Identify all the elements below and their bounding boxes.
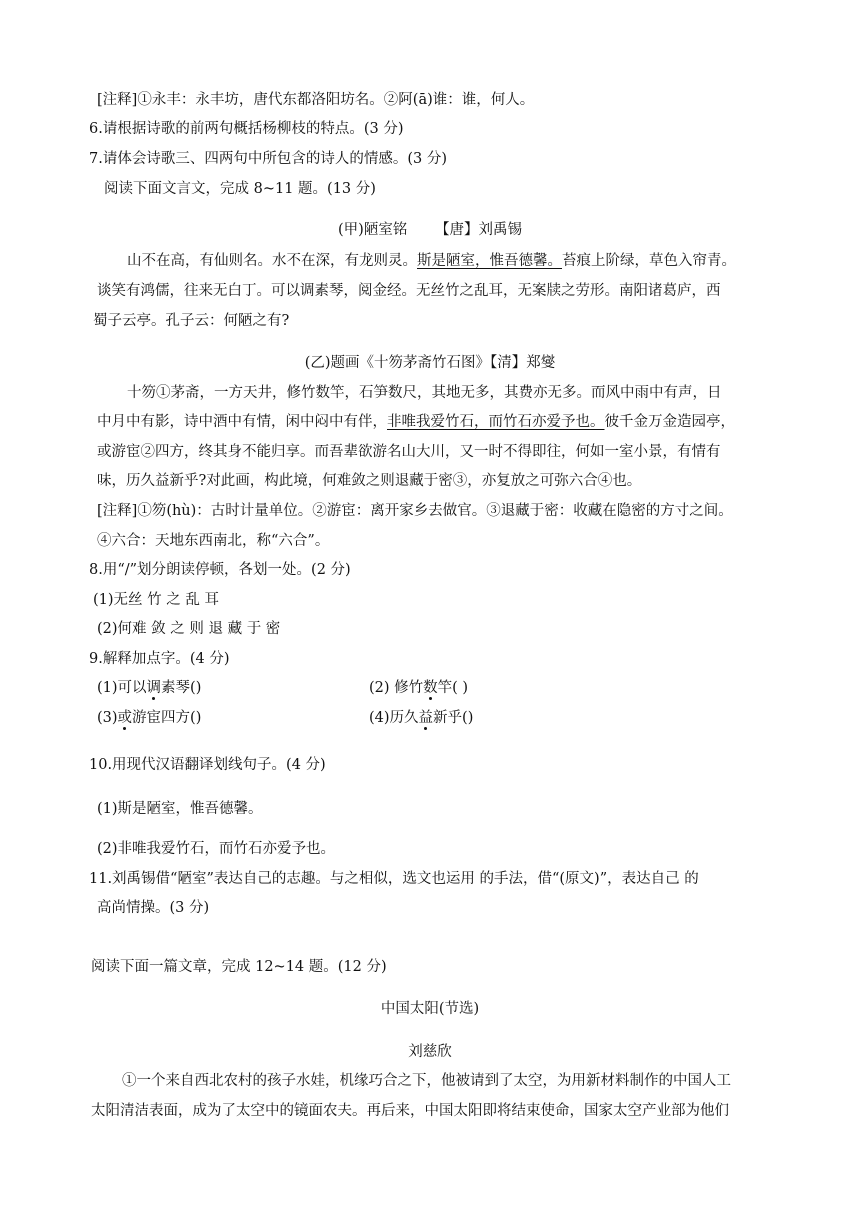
question-10: 10.用现代汉语翻译划线句子。(4 分): [89, 757, 326, 773]
yi-title: (乙)题画《十笏茅斋竹石图》: [304, 355, 491, 371]
question-10-item-2: (2)非唯我爱竹石，而竹石亦爱予也。: [97, 841, 336, 857]
yi-text-segment: 中月中有影，诗中酒中有情，闲中闷中有伴，: [97, 414, 387, 430]
q9-item-text: (3): [97, 710, 118, 726]
jia-underlined-sentence: 斯是陋室，惟吾德馨。: [417, 253, 562, 269]
modern-reading-intro: 阅读下面一篇文章，完成 12~14 题。(12 分): [91, 959, 387, 975]
yi-annotation-1: [注释]①笏(hù)：古时计量单位。②游宦：离开家乡去做官。③退藏于密：收藏在隐密的方寸之间。: [97, 503, 733, 519]
q9-item-text: (1)可以: [97, 680, 147, 696]
question-8: 8.用“/”划分朗读停顿，各划一处。(2 分): [89, 562, 351, 578]
question-11-line-2: 高尚情操。(3 分): [97, 900, 210, 916]
yi-text-segment: 彼千金万金造园亭，: [604, 414, 735, 430]
jia-text-line-1: [127, 251, 736, 271]
article-author: 刘慈欣: [408, 1044, 452, 1060]
jia-text-segment: 苔痕上阶绿，草色入帘青。: [562, 253, 736, 269]
question-11-line-1: 11.刘禹锡借“陋室”表达自己的志趣。与之相似，选文也运用 的手法，借“(原文)”，表达自己 的: [89, 871, 699, 887]
q9-item-text: 新乎(): [433, 710, 474, 726]
q9-item-text: 游宦四方(): [132, 710, 202, 726]
question-9-item-3: [97, 708, 201, 728]
question-9-item-2: [369, 678, 468, 698]
yi-text-line-4: 味，历久益新乎?对此画，构此境，何难敛之则退藏于密③，亦复放之可弥六合④也。: [97, 473, 642, 489]
question-9: 9.解释加点字。(4 分): [89, 651, 230, 667]
yi-text-line-3: 或游宦②四方，终其身不能归享。而吾辈欲游名山大川，又一时不得即往，何如一室小景，有情有: [97, 444, 721, 460]
question-8-item-1: (1)无丝 竹 之 乱 耳: [93, 592, 219, 608]
jia-author: 【唐】刘禹锡: [434, 222, 522, 238]
jia-title: (甲)陋室铭: [338, 222, 408, 238]
jia-text-line-3: 蜀子云亭。孔子云：何陋之有?: [93, 313, 290, 329]
yi-annotation-2: ④六合：天地东西南北，称“六合”。: [97, 533, 330, 549]
article-paragraph-line-1: ①一个来自西北农村的孩子水娃，机缘巧合之下，他被请到了太空，为用新材料制作的中国人工: [122, 1073, 731, 1089]
dotted-character: 调: [146, 680, 162, 696]
question-10-item-1: (1)斯是陋室，惟吾德馨。: [97, 801, 263, 817]
yi-heading: [0, 353, 860, 373]
jia-text-line-2: 谈笑有鸿儒，往来无白丁。可以调素琴，阅金经。无丝竹之乱耳，无案牍之劳形。南阳诸葛庐，西: [97, 283, 721, 299]
q9-item-text: (4)历久: [369, 710, 419, 726]
q9-item-text: 竿( ): [437, 680, 469, 696]
article-paragraph-line-2: 太阳清洁表面，成为了太空中的镜面农夫。再后来，中国太阳即将结束使命，国家太空产业部为他们: [91, 1103, 729, 1119]
dotted-character: 数: [423, 680, 438, 696]
yi-author: 【清】郑燮: [490, 355, 556, 371]
poem-annotation: [注释]①永丰：永丰坊，唐代东都洛阳坊名。②阿(ā)谁：谁，何人。: [97, 92, 535, 108]
question-9-item-4: [369, 708, 473, 728]
question-7: 7.请体会诗歌三、四两句中所包含的诗人的情感。(3 分): [89, 151, 447, 167]
dotted-character: 益: [418, 710, 434, 726]
question-9-item-1: [97, 678, 201, 698]
classical-reading-intro: 阅读下面文言文，完成 8~11 题。(13 分): [104, 181, 376, 197]
dotted-character: 或: [117, 710, 133, 726]
article-title: 中国太阳(节选): [380, 1001, 480, 1017]
q9-item-text: 素琴(): [161, 680, 202, 696]
question-6: 6.请根据诗歌的前两句概括杨柳枝的特点。(3 分): [89, 121, 404, 137]
question-8-item-2: (2)何难 敛 之 则 退 藏 于 密: [97, 621, 281, 637]
yi-underlined-sentence: 非唯我爱竹石，而竹石亦爱予也。: [387, 414, 605, 430]
q9-item-text: (2) 修竹: [369, 680, 424, 696]
jia-heading: [0, 220, 860, 240]
jia-text-segment: 山不在高，有仙则名。水不在深，有龙则灵。: [127, 253, 417, 269]
yi-text-line-2: [97, 412, 735, 432]
yi-text-line-1: 十笏①茅斋，一方天井，修竹数竿，石笋数尺，其地无多，其费亦无多。而风中雨中有声，日: [127, 385, 722, 401]
